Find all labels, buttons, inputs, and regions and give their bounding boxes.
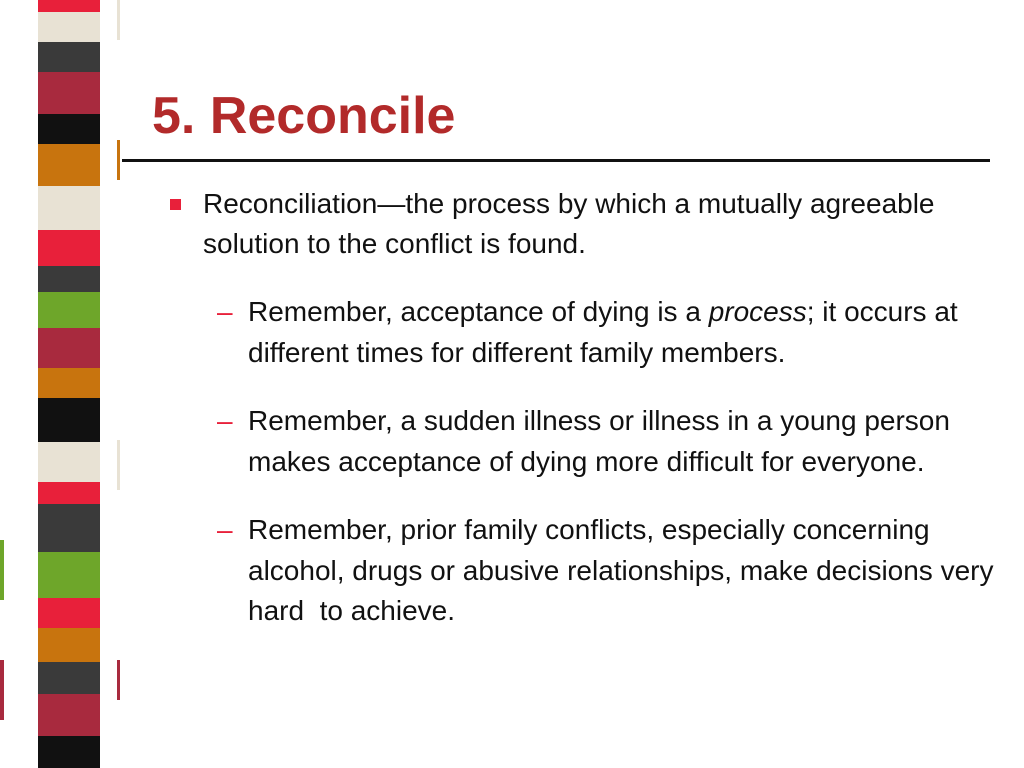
square-bullet-icon xyxy=(170,199,181,210)
decorative-stripe-bar xyxy=(0,0,125,768)
sub-bullet-emphasis: process xyxy=(708,296,807,327)
sub-bullet-item xyxy=(217,401,998,482)
dash-bullet-icon: – xyxy=(217,296,233,327)
slide-body xyxy=(160,184,1000,651)
sub-bullet-text-start: Remember, acceptance of dying is a xyxy=(248,296,709,327)
sub-bullet-item xyxy=(217,510,1002,632)
stripe-pattern xyxy=(0,0,125,768)
bullet-text: Reconciliation—the process by which a mutually agreeable solution to the conflict is found. xyxy=(203,188,935,259)
sub-bullet-text: Remember, a sudden illness or illness in a young person makes acceptance of dying more difficult for everyone. xyxy=(248,405,950,477)
title-divider xyxy=(122,159,990,162)
dash-bullet-icon: – xyxy=(217,405,233,436)
slide-title: 5. Reconcile xyxy=(152,87,456,145)
sub-bullet-text: Remember, prior family conflicts, especially concerning alcohol, drugs or abusive relationships, make decisions very hard to achieve. xyxy=(248,514,1002,626)
bullet-item xyxy=(160,184,1000,264)
dash-bullet-icon: – xyxy=(217,514,233,545)
sub-bullet-text-end: ; it occurs at different times for different family members. xyxy=(248,296,958,368)
sub-bullet-item xyxy=(217,292,998,373)
